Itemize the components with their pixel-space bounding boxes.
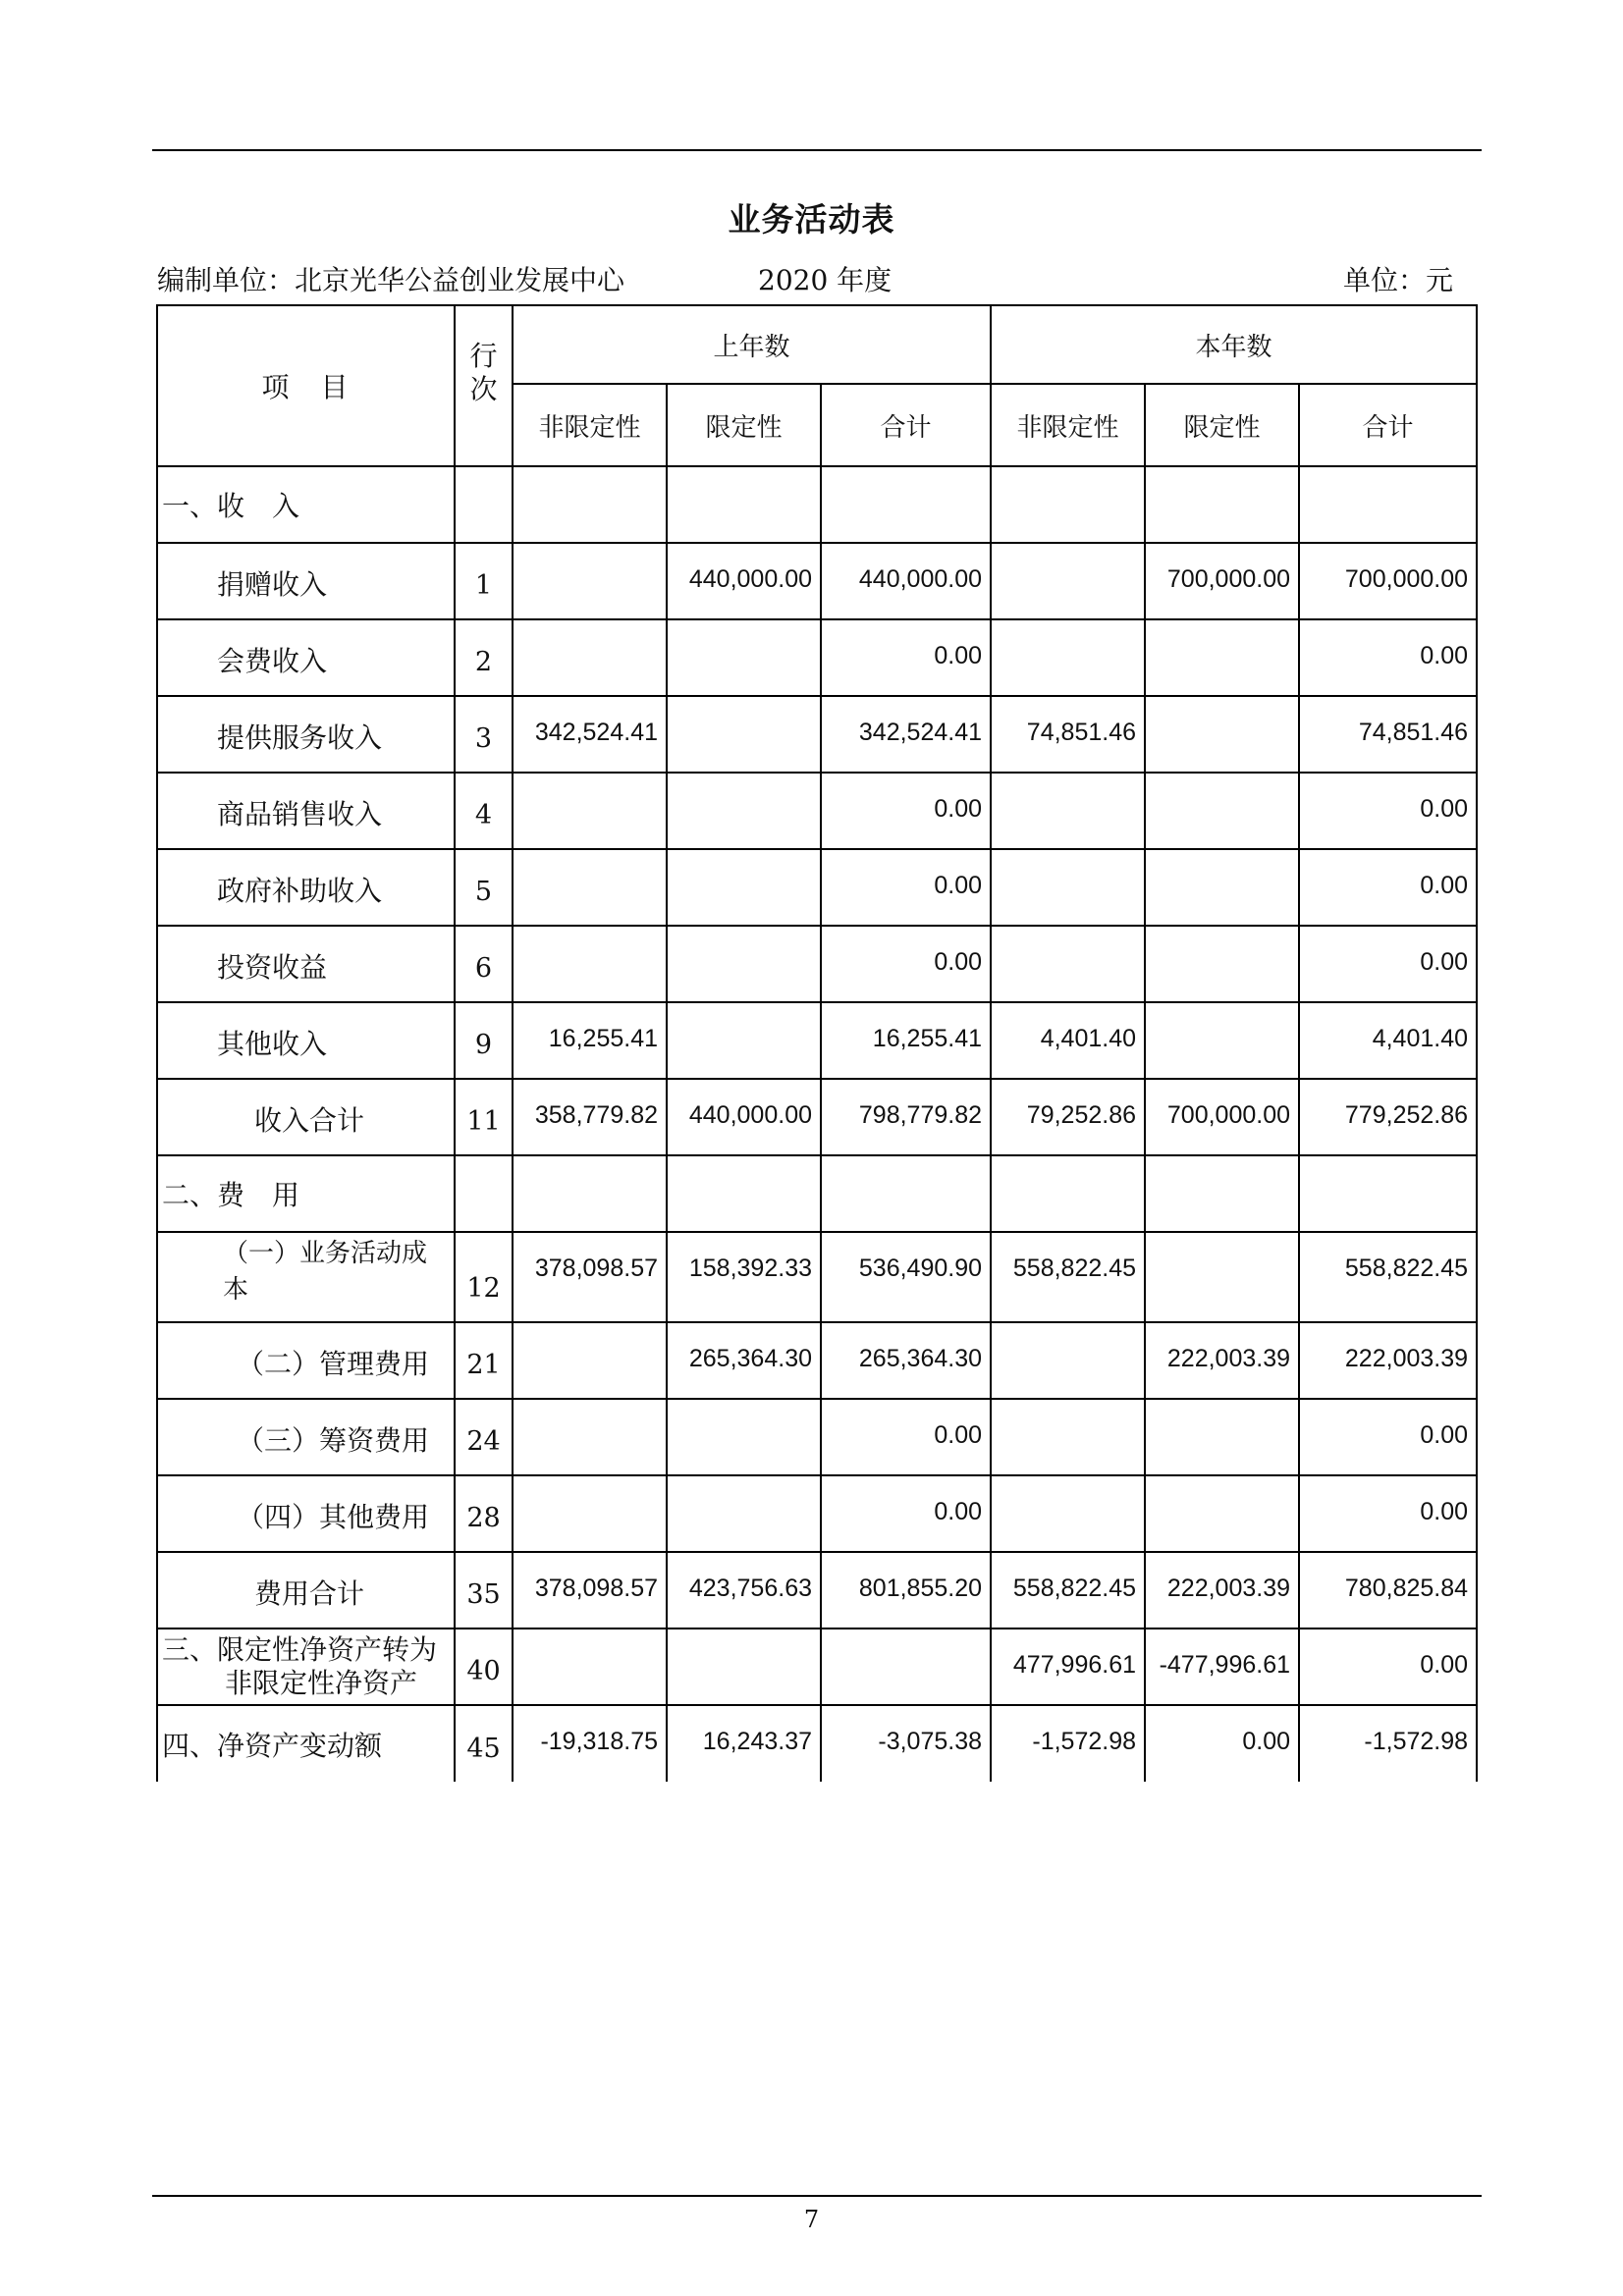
row-prev-unrestricted — [513, 1629, 667, 1705]
row-line: 1 — [455, 543, 513, 619]
row-curr-unrestricted: 79,252.86 — [991, 1079, 1145, 1155]
row-line: 21 — [455, 1322, 513, 1399]
footer-rule — [152, 2195, 1482, 2197]
row-prev-restricted — [667, 926, 821, 1002]
row-line: 6 — [455, 926, 513, 1002]
row-prev-total: 536,490.90 — [821, 1232, 991, 1322]
row-line: 2 — [455, 619, 513, 696]
row-curr-restricted: 700,000.00 — [1145, 543, 1299, 619]
row-prev-total: 0.00 — [821, 1475, 991, 1552]
row-prev-restricted — [667, 1155, 821, 1232]
table-body — [157, 305, 1477, 1782]
table-row — [157, 1232, 1477, 1322]
row-curr-total: 0.00 — [1299, 1399, 1477, 1475]
row-curr-unrestricted — [991, 619, 1145, 696]
table-row — [157, 1002, 1477, 1079]
row-prev-unrestricted: 16,255.41 — [513, 1002, 667, 1079]
row-prev-unrestricted: 358,779.82 — [513, 1079, 667, 1155]
header-prev-restricted: 限定性 — [667, 384, 821, 466]
row-line: 11 — [455, 1079, 513, 1155]
row-prev-restricted — [667, 696, 821, 773]
row-prev-restricted — [667, 1475, 821, 1552]
row-curr-restricted — [1145, 926, 1299, 1002]
row-line: 35 — [455, 1552, 513, 1629]
row-curr-restricted: 222,003.39 — [1145, 1322, 1299, 1399]
row-prev-total: 801,855.20 — [821, 1552, 991, 1629]
row-curr-unrestricted: 4,401.40 — [991, 1002, 1145, 1079]
row-curr-restricted — [1145, 1232, 1299, 1322]
header-curr-unrestricted: 非限定性 — [991, 384, 1145, 466]
row-prev-restricted: 16,243.37 — [667, 1705, 821, 1782]
header-prev-unrestricted: 非限定性 — [513, 384, 667, 466]
row-prev-total — [821, 466, 991, 543]
row-prev-unrestricted: 378,098.57 — [513, 1232, 667, 1322]
row-prev-restricted — [667, 773, 821, 849]
row-prev-total: 0.00 — [821, 849, 991, 926]
row-item: （一）业务活动成本 — [157, 1232, 455, 1322]
row-prev-unrestricted — [513, 619, 667, 696]
row-curr-restricted: 700,000.00 — [1145, 1079, 1299, 1155]
row-curr-restricted — [1145, 1399, 1299, 1475]
row-prev-unrestricted — [513, 466, 667, 543]
row-item: 一、收 入 — [157, 466, 455, 543]
row-curr-restricted: 0.00 — [1145, 1705, 1299, 1782]
table-row — [157, 466, 1477, 543]
row-line — [455, 466, 513, 543]
table-row — [157, 696, 1477, 773]
row-curr-total: 779,252.86 — [1299, 1079, 1477, 1155]
row-line: 45 — [455, 1705, 513, 1782]
row-curr-unrestricted: 74,851.46 — [991, 696, 1145, 773]
row-line: 40 — [455, 1629, 513, 1705]
row-item: 捐赠收入 — [157, 543, 455, 619]
row-prev-restricted — [667, 1399, 821, 1475]
table-row — [157, 773, 1477, 849]
row-curr-total: 0.00 — [1299, 773, 1477, 849]
row-line: 5 — [455, 849, 513, 926]
header-curr-total: 合计 — [1299, 384, 1477, 466]
row-curr-total: 74,851.46 — [1299, 696, 1477, 773]
table-row — [157, 926, 1477, 1002]
row-prev-restricted: 423,756.63 — [667, 1552, 821, 1629]
row-item: 会费收入 — [157, 619, 455, 696]
table-row — [157, 1629, 1477, 1705]
row-item: 政府补助收入 — [157, 849, 455, 926]
row-item: 收入合计 — [157, 1079, 455, 1155]
row-item: 其他收入 — [157, 1002, 455, 1079]
row-prev-restricted — [667, 1629, 821, 1705]
row-item-line-2: 非限定性净资产 — [225, 1667, 418, 1699]
row-curr-total — [1299, 1155, 1477, 1232]
table-row — [157, 1155, 1477, 1232]
row-item: 商品销售收入 — [157, 773, 455, 849]
row-curr-total: -1,572.98 — [1299, 1705, 1477, 1782]
row-line: 28 — [455, 1475, 513, 1552]
activity-statement-table — [156, 304, 1478, 1782]
row-curr-restricted — [1145, 1475, 1299, 1552]
row-curr-total: 558,822.45 — [1299, 1232, 1477, 1322]
row-curr-unrestricted: 477,996.61 — [991, 1629, 1145, 1705]
row-curr-unrestricted: 558,822.45 — [991, 1232, 1145, 1322]
table-row — [157, 1322, 1477, 1399]
row-curr-total: 780,825.84 — [1299, 1552, 1477, 1629]
row-line: 4 — [455, 773, 513, 849]
row-curr-total: 4,401.40 — [1299, 1002, 1477, 1079]
report-year: 2020 年度 — [758, 264, 893, 296]
row-line: 12 — [455, 1232, 513, 1322]
table-row — [157, 543, 1477, 619]
row-item: 提供服务收入 — [157, 696, 455, 773]
header-prev-year: 上年数 — [513, 305, 991, 384]
row-prev-total — [821, 1155, 991, 1232]
row-curr-restricted — [1145, 773, 1299, 849]
row-curr-unrestricted — [991, 1155, 1145, 1232]
row-line: 24 — [455, 1399, 513, 1475]
row-curr-restricted — [1145, 1155, 1299, 1232]
row-prev-total: 0.00 — [821, 926, 991, 1002]
row-item: （三）筹资费用 — [157, 1399, 455, 1475]
row-curr-unrestricted — [991, 849, 1145, 926]
header-prev-total: 合计 — [821, 384, 991, 466]
row-prev-total: 440,000.00 — [821, 543, 991, 619]
reporting-entity: 编制单位：北京光华公益创业发展中心 — [157, 264, 625, 296]
table-row — [157, 1079, 1477, 1155]
row-prev-restricted: 265,364.30 — [667, 1322, 821, 1399]
row-curr-unrestricted — [991, 1322, 1145, 1399]
row-curr-total: 0.00 — [1299, 619, 1477, 696]
row-item — [157, 1629, 455, 1705]
row-line: 3 — [455, 696, 513, 773]
row-curr-restricted — [1145, 696, 1299, 773]
row-prev-total — [821, 1629, 991, 1705]
row-prev-unrestricted: -19,318.75 — [513, 1705, 667, 1782]
header-row-1 — [157, 305, 1477, 384]
row-item: 费用合计 — [157, 1552, 455, 1629]
row-prev-unrestricted — [513, 1322, 667, 1399]
row-prev-unrestricted — [513, 773, 667, 849]
row-curr-restricted: 222,003.39 — [1145, 1552, 1299, 1629]
row-curr-restricted — [1145, 1002, 1299, 1079]
row-prev-total: 342,524.41 — [821, 696, 991, 773]
row-prev-unrestricted — [513, 849, 667, 926]
row-item: 二、费 用 — [157, 1155, 455, 1232]
row-prev-restricted — [667, 619, 821, 696]
row-prev-total: 265,364.30 — [821, 1322, 991, 1399]
row-curr-restricted — [1145, 466, 1299, 543]
row-prev-restricted: 158,392.33 — [667, 1232, 821, 1322]
row-prev-unrestricted: 342,524.41 — [513, 696, 667, 773]
row-prev-restricted: 440,000.00 — [667, 1079, 821, 1155]
header-line-number — [455, 305, 513, 466]
row-prev-restricted: 440,000.00 — [667, 543, 821, 619]
row-curr-unrestricted — [991, 1475, 1145, 1552]
row-prev-unrestricted: 378,098.57 — [513, 1552, 667, 1629]
row-line — [455, 1155, 513, 1232]
row-curr-unrestricted — [991, 1399, 1145, 1475]
row-curr-total: 0.00 — [1299, 1629, 1477, 1705]
header-curr-restricted: 限定性 — [1145, 384, 1299, 466]
table-row — [157, 849, 1477, 926]
table-row — [157, 1399, 1477, 1475]
table-row — [157, 619, 1477, 696]
row-curr-restricted: -477,996.61 — [1145, 1629, 1299, 1705]
row-line: 9 — [455, 1002, 513, 1079]
row-prev-total: 0.00 — [821, 1399, 991, 1475]
row-prev-total: -3,075.38 — [821, 1705, 991, 1782]
row-prev-unrestricted — [513, 926, 667, 1002]
row-curr-total: 0.00 — [1299, 926, 1477, 1002]
table-row — [157, 1552, 1477, 1629]
row-item: 投资收益 — [157, 926, 455, 1002]
header-line-number-text: 行次 — [469, 340, 498, 405]
row-prev-unrestricted — [513, 1155, 667, 1232]
table-row — [157, 1705, 1477, 1782]
row-curr-total — [1299, 466, 1477, 543]
row-curr-unrestricted — [991, 543, 1145, 619]
row-prev-restricted — [667, 849, 821, 926]
row-curr-total: 222,003.39 — [1299, 1322, 1477, 1399]
row-item: （四）其他费用 — [157, 1475, 455, 1552]
row-prev-total: 0.00 — [821, 619, 991, 696]
currency-unit: 单位：元 — [1343, 264, 1454, 296]
row-item-line-1: 三、限定性净资产转为 — [162, 1633, 438, 1666]
row-prev-unrestricted — [513, 1475, 667, 1552]
row-prev-restricted — [667, 1002, 821, 1079]
report-title: 业务活动表 — [728, 200, 895, 239]
row-prev-unrestricted — [513, 1399, 667, 1475]
row-curr-unrestricted — [991, 466, 1145, 543]
row-curr-restricted — [1145, 849, 1299, 926]
page-number: 7 — [803, 2206, 820, 2233]
header-item: 项 目 — [157, 305, 455, 466]
row-curr-restricted — [1145, 619, 1299, 696]
header-curr-year: 本年数 — [991, 305, 1477, 384]
row-curr-total: 0.00 — [1299, 849, 1477, 926]
row-curr-unrestricted: 558,822.45 — [991, 1552, 1145, 1629]
row-prev-total: 798,779.82 — [821, 1079, 991, 1155]
row-prev-unrestricted — [513, 543, 667, 619]
row-item: （二）管理费用 — [157, 1322, 455, 1399]
row-prev-total: 16,255.41 — [821, 1002, 991, 1079]
row-curr-total: 700,000.00 — [1299, 543, 1477, 619]
header-rule — [152, 149, 1482, 151]
row-curr-unrestricted: -1,572.98 — [991, 1705, 1145, 1782]
row-curr-unrestricted — [991, 773, 1145, 849]
row-curr-total: 0.00 — [1299, 1475, 1477, 1552]
row-prev-restricted — [667, 466, 821, 543]
row-item: 四、净资产变动额 — [157, 1705, 455, 1782]
row-curr-unrestricted — [991, 926, 1145, 1002]
table-row — [157, 1475, 1477, 1552]
row-prev-total: 0.00 — [821, 773, 991, 849]
